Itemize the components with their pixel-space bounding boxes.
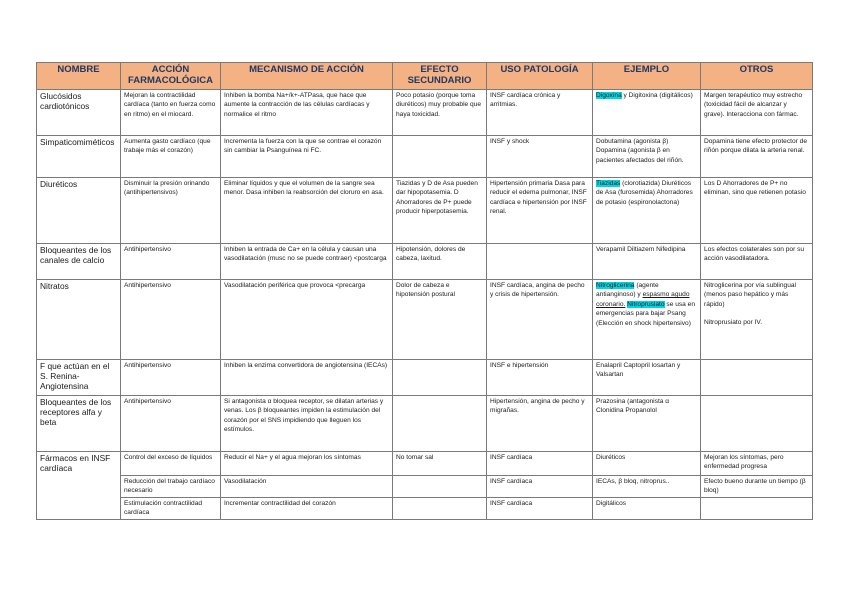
header-uso: USO PATOLOGÍA: [487, 63, 593, 90]
cell-efecto: [393, 476, 487, 498]
header-efecto: EFECTO SECUNDARIO: [393, 63, 487, 90]
cell-mecanismo: Incrementar contractilidad del corazón: [221, 498, 393, 520]
table-row-insf-3: [37, 498, 813, 520]
pharmacology-table: [36, 62, 813, 520]
header-accion: ACCIÓN FARMACOLÓGICA: [121, 63, 221, 90]
table-row-bloqueantes-calcio: [37, 244, 813, 280]
table-row-glucosidos: [37, 90, 813, 136]
cell-ejemplo: [593, 280, 701, 360]
cell-otros: [701, 498, 813, 520]
cell-uso: INSF y shock: [487, 136, 593, 178]
otros-text: Nitroglicerina por vía sublingual (menos paso hepático y más rápido): [704, 282, 796, 308]
cell-efecto: Tiazidas y D de Asa pueden dar hipopotasemia. D Ahorradores de P+ puede producir hiperpotasemia.: [393, 178, 487, 244]
cell-otros: [701, 396, 813, 452]
cell-nombre: Bloqueantes de los receptores alfa y beta: [37, 396, 121, 452]
cell-uso: INSF e hipertensión: [487, 360, 593, 396]
cell-mecanismo: Inhiben la entrada de Ca+ en la célula y causan una vasodilatación (musc no se puede contraer) <postcarga: [221, 244, 393, 280]
cell-otros: Margen terapéutico muy estrecho (toxicidad fácil de alcanzar y grave). Interacciona con fármac.: [701, 90, 813, 136]
cell-nombre: F que actúan en el S. Renina-Angiotensina: [37, 360, 121, 396]
ejemplo-text: (clorotiazida) Diuréticos de Asa (furosemida) Ahorradores de potasio (espironolactona): [596, 180, 693, 206]
cell-otros: [701, 280, 813, 360]
cell-mecanismo: Reducir el Na+ y el agua mejoran los síntomas: [221, 452, 393, 476]
cell-efecto: [393, 396, 487, 452]
highlight-text: Nitroglicerina: [596, 282, 635, 289]
header-otros: OTROS: [701, 63, 813, 90]
cell-nombre: Bloqueantes de los canales de calcio: [37, 244, 121, 280]
header-mecanismo: MECANISMO DE ACCIÓN: [221, 63, 393, 90]
header-nombre: NOMBRE: [37, 63, 121, 90]
table-row-nitratos: [37, 280, 813, 360]
cell-mecanismo: Incrementa la fuerza con la que se contrae el corazón sin cambiar la Psanguínea ni FC.: [221, 136, 393, 178]
cell-mecanismo: Si antagonista α bloquea receptor, se dilatan arterias y venas. Los β bloqueantes impiden la estimulación del corazón por el SNS impidiendo que lleguen los estímulos.: [221, 396, 393, 452]
cell-ejemplo: Verapamil Diltiazem Nifedipina: [593, 244, 701, 280]
cell-otros: Los D Ahorradores de P+ no eliminan, sino que retienen potasio: [701, 178, 813, 244]
cell-uso: INSF cardíaca: [487, 498, 593, 520]
cell-nombre: Simpaticomiméticos: [37, 136, 121, 178]
header-ejemplo: EJEMPLO: [593, 63, 701, 90]
cell-mecanismo: Vasodilatación: [221, 476, 393, 498]
cell-mecanismo: Vasodilatación periférica que provoca <precarga: [221, 280, 393, 360]
cell-ejemplo: Enalapril Captopril losartan y Valsartan: [593, 360, 701, 396]
cell-efecto: No tomar sal: [393, 452, 487, 476]
cell-otros: Los efectos colaterales son por su acción vasodilatadora.: [701, 244, 813, 280]
highlight-text: Nitroprusiato: [627, 300, 665, 308]
cell-mecanismo: Eliminar líquidos y que el volumen de la sangre sea menor. Dasa inhiben la reabsorción del cloruro en asa.: [221, 178, 393, 244]
cell-ejemplo: [593, 178, 701, 244]
cell-accion: Aumenta gasto cardíaco (que trabaje más el corazón): [121, 136, 221, 178]
cell-accion: Antihipertensivo: [121, 280, 221, 360]
table-row-renina: [37, 360, 813, 396]
cell-efecto: Dolor de cabeza e hipotensión postural: [393, 280, 487, 360]
cell-efecto: [393, 360, 487, 396]
cell-uso: [487, 244, 593, 280]
cell-nombre: Glucósidos cardiotónicos: [37, 90, 121, 136]
cell-ejemplo: Diuréticos: [593, 452, 701, 476]
cell-efecto: Poco potasio (porque toma diuréticos) muy probable que haya toxicidad.: [393, 90, 487, 136]
cell-accion: Mejoran la contractilidad cardíaca (tanto en fuerza como en ritmo) en el miocard.: [121, 90, 221, 136]
cell-accion: Estimulación contractilidad cardíaca: [121, 498, 221, 520]
cell-uso: Hipertensión primaria Dasa para reducir el edema pulmonar, INSF cardíaca e hipertensión por INSF renal.: [487, 178, 593, 244]
table-row-bloqueantes-alfa-beta: [37, 396, 813, 452]
cell-otros: [701, 360, 813, 396]
cell-accion: Antihipertensivo: [121, 360, 221, 396]
underlined-text: espasmo agudo coronario.: [596, 291, 690, 308]
ejemplo-text: se usa en emergencias para bajar Psang (Elección en shock hipertensivo): [596, 300, 695, 327]
cell-ejemplo: [593, 90, 701, 136]
table-row-insf-2: [37, 476, 813, 498]
table-row-diureticos: [37, 178, 813, 244]
cell-efecto: [393, 498, 487, 520]
otros-text: Nitroprusiato por IV.: [704, 319, 763, 327]
cell-ejemplo: Prazosina (antagonista α Clonidina Propanolol: [593, 396, 701, 452]
table-row-simpaticomimeticos: [37, 136, 813, 178]
cell-nombre: Fármacos en INSF cardíaca: [37, 452, 121, 520]
cell-ejemplo: Dobutamina (agonista β) Dopamina (agonista β en pacientes afectados del riñón.: [593, 136, 701, 178]
cell-accion: Antihipertensivo: [121, 396, 221, 452]
highlight-text: Digoxina: [596, 92, 622, 99]
cell-accion: Antihipertensivo: [121, 244, 221, 280]
cell-mecanismo: Inhiben la enzima convertidora de angiotensina (IECAs): [221, 360, 393, 396]
cell-otros: Dopamina tiene efecto protector de riñón porque dilata la arteria renal.: [701, 136, 813, 178]
cell-uso: INSF cardíaca: [487, 476, 593, 498]
cell-mecanismo: Inhiben la bomba Na+/k+-ATPasa, que hace que aumente la contracción de las células cardíacas y normalice el ritmo: [221, 90, 393, 136]
cell-otros: Efecto bueno durante un tiempo (β bloq): [701, 476, 813, 498]
cell-uso: INSF cardíaca crónica y arritmias.: [487, 90, 593, 136]
ejemplo-text: (agente antianginoso) y: [596, 282, 659, 299]
cell-ejemplo: IECAs, β bloq, nitroprus..: [593, 476, 701, 498]
cell-efecto: Hipotensión, dolores de cabeza, laxitud.: [393, 244, 487, 280]
cell-uso: Hipertensión, angina de pecho y migrañas.: [487, 396, 593, 452]
cell-accion: Control del exceso de líquidos: [121, 452, 221, 476]
cell-nombre: Nitratos: [37, 280, 121, 360]
cell-accion: Disminuir la presión orinando (antihipertensivos): [121, 178, 221, 244]
cell-nombre: Diuréticos: [37, 178, 121, 244]
table-row-insf-1: [37, 452, 813, 476]
cell-ejemplo: Digitálicos: [593, 498, 701, 520]
cell-accion: Reducción del trabajo cardíaco necesario: [121, 476, 221, 498]
cell-uso: INSF cardíaca: [487, 452, 593, 476]
cell-uso: INSF cardíaca, angina de pecho y crisis de hipertensión.: [487, 280, 593, 360]
highlight-text: Tiazidas: [596, 180, 621, 187]
cell-efecto: [393, 136, 487, 178]
cell-otros: Mejoran los síntomas, pero enfermedad progresa: [701, 452, 813, 476]
header-row: [37, 63, 813, 90]
ejemplo-text: y Digitoxina (digitálicos): [621, 92, 693, 99]
